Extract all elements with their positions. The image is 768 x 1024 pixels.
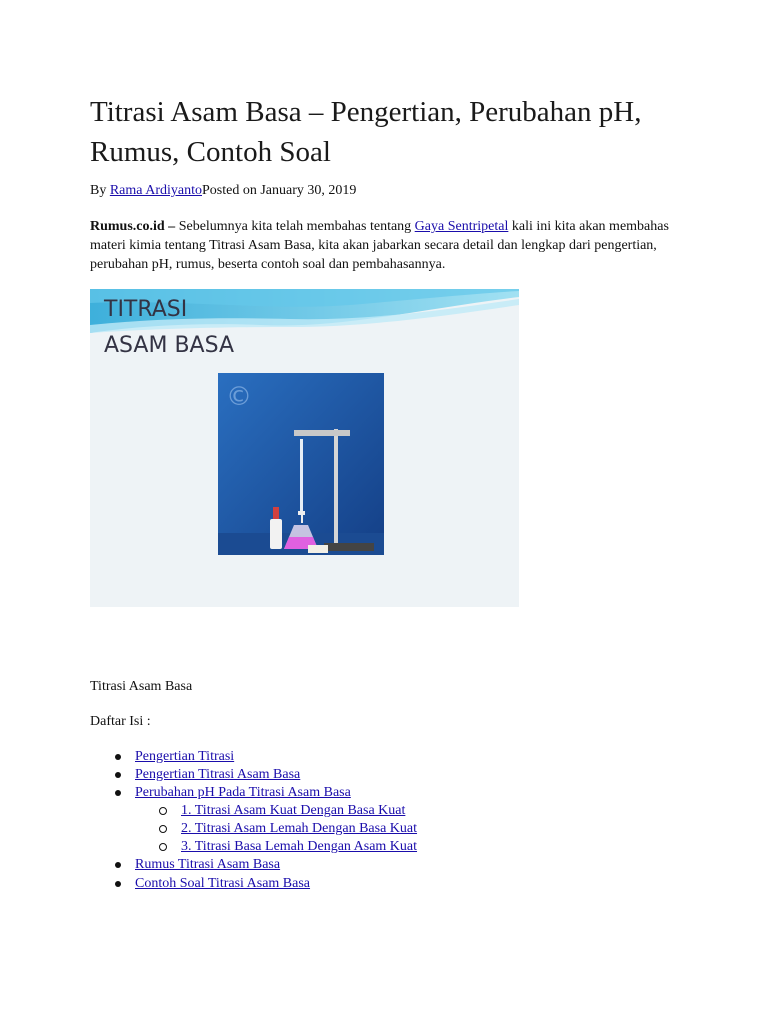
intro-paragraph xyxy=(90,217,680,274)
toc-link-rumus[interactable]: Rumus Titrasi Asam Basa xyxy=(135,857,281,872)
bullet-icon xyxy=(115,790,121,796)
toc-link-asam-kuat-basa-kuat[interactable]: 1. Titrasi Asam Kuat Dengan Basa Kuat xyxy=(181,803,406,818)
toc-link-pengertian-titrasi[interactable]: Pengertian Titrasi xyxy=(135,749,235,764)
intro-text-1: Sebelumnya kita telah membahas tentang xyxy=(175,219,415,234)
site-name: Rumus.co.id – xyxy=(90,219,176,234)
toc-link-pengertian-asam-basa[interactable]: Pengertian Titrasi Asam Basa xyxy=(135,767,301,782)
banner-line-2: ASAM BASA xyxy=(104,333,235,358)
titration-illustration xyxy=(90,289,519,607)
bullet-icon xyxy=(115,881,121,887)
titration-figure xyxy=(90,289,519,607)
toc-link-perubahan-ph[interactable]: Perubahan pH Pada Titrasi Asam Basa xyxy=(135,785,351,800)
byline-prefix: By xyxy=(90,183,110,198)
gaya-sentripetal-link[interactable]: Gaya Sentripetal xyxy=(414,219,509,234)
article-title: Titrasi Asam Basa – Pengertian, Perubahan pH, Rumus, Contoh Soal xyxy=(90,96,642,168)
toc-link-asam-lemah-basa-kuat[interactable]: 2. Titrasi Asam Lemah Dengan Basa Kuat xyxy=(181,821,418,836)
lab-photo xyxy=(218,373,384,555)
byline xyxy=(90,181,356,201)
author-link[interactable]: Rama Ardiyanto xyxy=(109,183,202,198)
banner-line-1: TITRASI xyxy=(104,297,188,322)
toc-link-contoh-soal[interactable]: Contoh Soal Titrasi Asam Basa xyxy=(135,876,311,891)
circle-bullet-icon xyxy=(159,825,167,833)
toc-link-basa-lemah-asam-kuat[interactable]: 3. Titrasi Basa Lemah Dengan Asam Kuat xyxy=(181,839,418,854)
circle-bullet-icon xyxy=(159,807,167,815)
bullet-icon xyxy=(115,862,121,868)
toc-label: Daftar Isi : xyxy=(90,714,151,729)
intro-text-2: kali ini kita akan membahas materi kimia tentang Titrasi Asam Basa, kita akan jabarkan secara detail dan lengkap dari pengertian, perubahan pH, rumus, beserta contoh soal dan pembahasannya. xyxy=(90,219,669,272)
bullet-icon xyxy=(115,772,121,778)
posted-date: Posted on January 30, 2019 xyxy=(202,183,357,198)
figure-caption: Titrasi Asam Basa xyxy=(90,679,193,694)
watermark: © xyxy=(226,382,252,412)
circle-bullet-icon xyxy=(159,843,167,851)
bullet-icon xyxy=(115,754,121,760)
